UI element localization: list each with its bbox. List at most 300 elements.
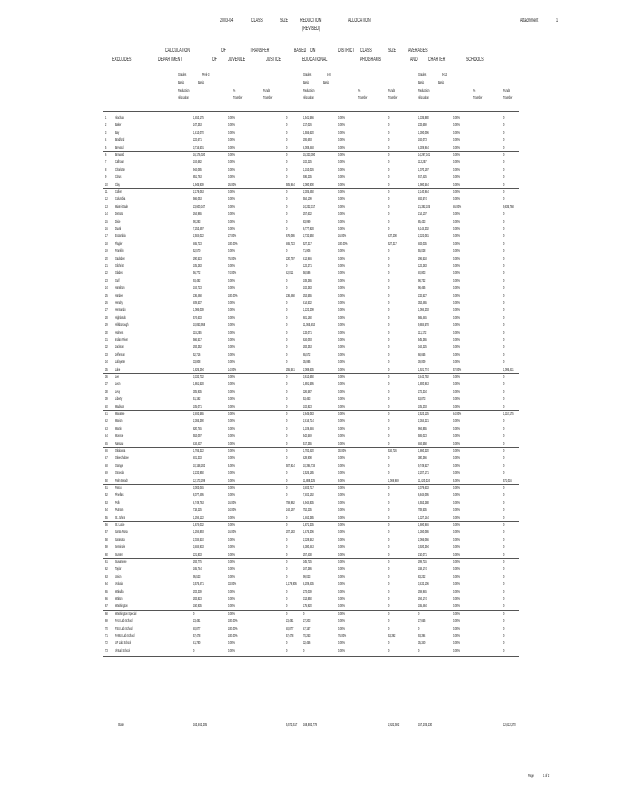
row-number: 31 [105, 337, 108, 342]
cell-value: 0 [286, 381, 288, 387]
table-row [103, 211, 519, 218]
cell-value: 2,305,450 [303, 189, 314, 194]
district-name: Brevard [115, 144, 124, 150]
row-number: 10 [105, 181, 108, 187]
cell-value: 0 [388, 603, 390, 609]
row-number: 21 [105, 263, 108, 268]
cell-value: 2,492,565 [193, 411, 204, 416]
row-number: 11 [105, 189, 108, 194]
cell-value: 6,144,302 [418, 226, 429, 231]
cell-value: 0 [503, 522, 505, 527]
line3-word: CHARTER [428, 57, 446, 63]
group-header-sub: Prek-3 [202, 72, 210, 77]
cell-value: 0.00% [228, 137, 235, 143]
cell-value: 0 [388, 263, 390, 268]
district-name: Polk [115, 499, 120, 505]
row-number: 19 [105, 248, 108, 254]
cell-value: 98,732 [418, 277, 426, 283]
cell-value: 0 [503, 351, 505, 357]
cell-value: 0.00% [338, 647, 345, 653]
cell-value: 0 [286, 203, 288, 209]
cell-value: 0 [503, 270, 505, 276]
cell-value: 2,732,550 [303, 233, 314, 239]
cell-value: 102,383 [303, 285, 312, 291]
cell-value: 12,173,299 [193, 477, 206, 483]
cell-value: 0 [193, 647, 195, 653]
cell-value: 57,478 [193, 633, 201, 638]
cell-value: 293,775 [193, 559, 202, 564]
table-row [103, 270, 519, 277]
cell-value: 0 [388, 507, 390, 513]
cell-value: 0.00% [453, 181, 460, 187]
cell-value: 0 [503, 344, 505, 350]
cell-value: 0 [388, 277, 390, 283]
cell-value: 0.00% [338, 129, 345, 135]
cell-value: 1,980,544 [418, 181, 429, 187]
cell-value: 46.00% [453, 203, 462, 209]
row-number: 37 [105, 381, 108, 387]
row-number: 17 [105, 233, 108, 239]
cell-value: 0.00% [338, 381, 345, 387]
cell-value: 566,517 [193, 337, 202, 342]
cell-value: 0.00% [453, 233, 460, 239]
cell-value: 344,225 [418, 344, 427, 350]
cell-value: 0 [286, 344, 288, 350]
cell-value: 0.00% [338, 226, 345, 231]
cell-value: 1,413,070 [193, 129, 204, 135]
cell-value: 0.00% [228, 122, 235, 128]
cell-value: 0 [503, 196, 505, 202]
cell-value: 0.00% [338, 255, 345, 261]
table-row [103, 226, 519, 233]
cell-value: 0.00% [453, 255, 460, 261]
cell-value: 0.00% [338, 307, 345, 313]
cell-value: 0 [503, 277, 505, 283]
cell-value: 0 [418, 625, 420, 631]
cell-value: 0 [286, 514, 288, 520]
cell-value: 293,352 [193, 344, 202, 350]
cell-value: 35,985 [303, 359, 311, 365]
table-row [103, 130, 519, 137]
cell-value: 0 [503, 514, 505, 520]
cell-value: 0.00% [228, 329, 235, 335]
table-row [103, 492, 519, 499]
cell-value: 517,355 [303, 440, 312, 446]
cell-value: 1,860,320 [418, 448, 429, 453]
cell-value: 0 [503, 226, 505, 231]
table-row [103, 589, 519, 596]
cell-value: 0.00% [228, 588, 235, 594]
cell-value: 2,364,221 [418, 418, 429, 424]
line3-word: EDUCATIONAL [302, 57, 328, 63]
cell-value: 41,780 [193, 640, 201, 646]
cell-value: 76.00% [228, 255, 237, 261]
cell-value: 5.00% [228, 462, 235, 468]
cell-value: 2,080,900 [303, 181, 314, 187]
district-name: UF Lab School [115, 640, 131, 646]
district-name: Osceola [115, 470, 124, 476]
cell-value: 0.00% [453, 388, 460, 394]
row-number: 41 [105, 411, 108, 416]
cell-value: 0 [503, 374, 505, 379]
cell-value: 414,532 [303, 300, 312, 305]
district-name: Santa Rosa [115, 529, 128, 535]
cell-value: 0.00% [338, 218, 345, 224]
cell-value: 0 [286, 418, 288, 424]
cell-value: 676,086 [286, 233, 295, 239]
cell-value: 0.00% [338, 285, 345, 291]
cell-value: 0.00% [338, 588, 345, 594]
cell-value: 100.00% [228, 618, 238, 624]
cell-value: 27,655 [418, 618, 426, 624]
cell-value: 0 [286, 477, 288, 483]
cell-value: 0 [503, 166, 505, 172]
cell-value: 0.00% [453, 440, 460, 446]
row-number: 71 [105, 633, 108, 638]
cell-value: 1,541,566 [303, 115, 314, 120]
cell-value: 0.00% [338, 189, 345, 194]
cell-value: 0 [503, 322, 505, 328]
cell-value: 0.00% [228, 485, 235, 490]
cell-value: 0.00% [338, 551, 345, 557]
cell-value: 68,655 [418, 351, 426, 357]
cell-value: 232,527 [418, 292, 427, 298]
cell-value: 0 [388, 159, 390, 165]
cell-value: 0.00% [453, 403, 460, 409]
group-header-c2: Allocation [178, 95, 189, 100]
cell-value: 1,871,335 [303, 522, 314, 527]
table-row [103, 626, 519, 633]
table-row [103, 574, 519, 581]
cell-value: 0.00% [453, 536, 460, 542]
cell-value: 0 [286, 263, 288, 268]
cell-value: 1,095,411 [503, 366, 514, 372]
cell-value: 0.00% [453, 381, 460, 387]
cell-value: 0.00% [228, 433, 235, 439]
cell-value: 0 [286, 566, 288, 572]
cell-value: 0 [388, 411, 390, 416]
cell-value: 0.00% [228, 425, 235, 431]
cell-value: 507,914 [286, 462, 295, 468]
cell-value: 0 [286, 374, 288, 379]
table-row [103, 233, 519, 240]
cell-value: 105,283 [193, 263, 202, 268]
cell-value: 0.00% [228, 573, 235, 579]
row-number: 67 [105, 603, 108, 609]
cell-value: 0 [503, 122, 505, 128]
cell-value: 0.00% [228, 640, 235, 646]
district-name: FAU Lab School [115, 618, 133, 624]
attachment-label: Attachment [520, 18, 539, 24]
cell-value: 0 [286, 603, 288, 609]
table-row [103, 322, 519, 329]
cell-value: 100.00% [228, 292, 238, 298]
cell-value: 0.00% [228, 470, 235, 476]
group-header-label: Grades [178, 72, 187, 77]
cell-value: 1,094,203 [418, 307, 429, 313]
cell-value: 3,079,633 [418, 485, 429, 490]
cell-value: 0.00% [338, 152, 345, 157]
row-number: 23 [105, 277, 108, 283]
cell-value: 23,481 [193, 618, 201, 624]
table-row [103, 344, 519, 351]
cell-value: 401,333 [193, 455, 202, 461]
cell-value: 0 [418, 647, 420, 653]
district-name: Bradford [115, 137, 125, 143]
cell-value: 0 [503, 218, 505, 224]
cell-value: 259,945 [418, 588, 427, 594]
cell-value: 296,518 [418, 255, 427, 261]
cell-value: 0 [388, 374, 390, 379]
cell-value: 0.00% [228, 477, 235, 483]
cell-value: 0 [388, 174, 390, 180]
cell-value: 0.00% [338, 396, 345, 402]
cell-value: 0.00% [453, 300, 460, 305]
cell-value: 1,153,026 [303, 166, 314, 172]
cell-value: 0.00% [228, 152, 235, 157]
cell-value: 1,327,144 [418, 514, 429, 520]
cell-value: 14.00% [228, 366, 237, 372]
cell-value: 1,335,880 [418, 115, 429, 120]
cell-value: 4,209,435 [303, 581, 314, 587]
cell-value: 465,723 [193, 240, 202, 246]
cell-value: 11,065,453 [303, 322, 315, 328]
cell-value: 0 [503, 115, 505, 120]
table-row [103, 285, 519, 292]
cell-value: 0 [503, 381, 505, 387]
cell-value: 0.00% [228, 455, 235, 461]
cell-value: 0 [286, 329, 288, 335]
district-name: Highlands [115, 314, 126, 320]
district-name: Alachua [115, 115, 124, 120]
cell-value: 0 [503, 337, 505, 342]
cell-value: 100.00% [228, 633, 238, 638]
row-number: 54 [105, 507, 108, 513]
cell-value: 0.00% [453, 603, 460, 609]
table-row [103, 204, 519, 211]
district-name: Union [115, 573, 122, 579]
cell-value: 0 [286, 403, 288, 409]
cell-value: 0 [503, 129, 505, 135]
cell-value: 0 [388, 218, 390, 224]
cell-value: 0 [503, 300, 505, 305]
cell-value: 0 [503, 240, 505, 246]
cell-value: 65,572 [303, 351, 311, 357]
table-row [103, 566, 519, 573]
table-top-rule [103, 111, 519, 112]
cell-value: 40,877 [193, 625, 201, 631]
cell-value: 0 [503, 425, 505, 431]
totals-label: State [118, 722, 124, 727]
cell-value: 0 [388, 366, 390, 372]
cell-value: 175,920 [303, 603, 312, 609]
cell-value: 0 [388, 270, 390, 276]
cell-value: 0 [503, 418, 505, 424]
cell-value: 0 [503, 285, 505, 291]
cell-value: 0 [388, 388, 390, 394]
cell-value: 0.00% [338, 359, 345, 365]
cell-value: 105,203 [418, 403, 427, 409]
group-header-sub: 9-12 [442, 72, 448, 77]
cell-value: 0 [286, 559, 288, 564]
cell-value: 55,028 [418, 248, 426, 254]
row-number: 63 [105, 573, 108, 579]
table-row [103, 337, 519, 344]
cell-value: 0 [388, 581, 390, 587]
cell-value: 299,715 [418, 559, 427, 564]
district-name: Calhoun [115, 159, 124, 165]
cell-value: 0 [286, 277, 288, 283]
table-row [103, 300, 519, 307]
row-number: 33 [105, 351, 108, 357]
cell-value: 2,322,081 [418, 233, 429, 239]
table-row [103, 470, 519, 477]
cell-value: 0.00% [228, 226, 235, 231]
cell-value: 1,360,086 [418, 529, 429, 535]
district-name: Madison [115, 403, 125, 409]
cell-value: 0.00% [453, 166, 460, 172]
cell-value: 0 [388, 248, 390, 254]
cell-value: 0.00% [228, 196, 235, 202]
title-word-reduction: REDUCTION [300, 18, 322, 24]
row-number: 40 [105, 403, 108, 409]
cell-value: 527,317 [388, 240, 397, 246]
cell-value: 0 [388, 300, 390, 305]
cell-value: 207,183 [286, 529, 295, 535]
district-name: Gulf [115, 277, 120, 283]
cell-value: 0 [286, 152, 288, 157]
district-name: Miami-Dade [115, 203, 129, 209]
cell-value: 0.00% [453, 115, 460, 120]
cell-value: 122,283 [418, 263, 427, 268]
group-header-b: Basic [438, 80, 445, 85]
row-number: 34 [105, 359, 108, 365]
cell-value: 0.00% [338, 351, 345, 357]
cell-value: 0 [503, 248, 505, 254]
cell-value: 0 [286, 248, 288, 254]
cell-value: 0 [388, 359, 390, 365]
cell-value: 0.00% [228, 603, 235, 609]
district-name: Volusia [115, 581, 123, 587]
cell-value: 9,884,578 [418, 322, 429, 328]
cell-value: 4,008,448 [303, 144, 314, 150]
cell-value: 0 [286, 226, 288, 231]
row-number: 9 [105, 174, 107, 180]
cell-value: 0 [503, 440, 505, 446]
cell-value: 53,463 [303, 396, 311, 402]
district-name: Citrus [115, 174, 122, 180]
cell-value: 0.00% [228, 159, 235, 165]
group-header-d: % [473, 88, 476, 93]
cell-value: 0.00% [453, 263, 460, 268]
district-name: Escambia [115, 233, 126, 239]
row-number: 68 [105, 610, 108, 616]
row-number: 66 [105, 596, 108, 601]
cell-value: 944,085 [193, 166, 202, 172]
cell-value: 0 [388, 181, 390, 187]
cell-value: 2,523,125 [418, 411, 429, 416]
group-header-d2: Transfer [473, 95, 483, 100]
cell-value: 0.00% [453, 307, 460, 313]
cell-value: 33.00% [228, 581, 237, 587]
cell-value: 0 [503, 485, 505, 490]
cell-value: 0.00% [453, 218, 460, 224]
cell-value: 1,069,949 [388, 477, 399, 483]
cell-value: 0 [503, 307, 505, 313]
table-row [103, 537, 519, 544]
cell-value: 1,390,096 [418, 129, 429, 135]
cell-value: 0.00% [338, 625, 345, 631]
cell-value: 93,482 [193, 277, 201, 283]
cell-value: 0 [286, 285, 288, 291]
cell-value: 0.00% [338, 603, 345, 609]
district-name: Duval [115, 226, 122, 231]
cell-value: 42,011 [286, 270, 294, 276]
cell-value: 0 [286, 174, 288, 180]
cell-value: 40,877 [286, 625, 294, 631]
cell-value: 1,555,620 [303, 129, 314, 135]
cell-value: 220,797 [286, 255, 295, 261]
cell-value: 0.00% [228, 211, 235, 217]
cell-value: 58,586 [303, 270, 311, 276]
cell-value: 0 [286, 596, 288, 601]
cell-value: 0.00% [453, 433, 460, 439]
cell-value: 0.00% [228, 522, 235, 527]
cell-value: 27.00% [228, 233, 237, 239]
cell-value: 4,380,443 [303, 544, 314, 550]
group-header-d2: Transfer [358, 95, 368, 100]
district-name: Orange [115, 462, 124, 468]
cell-value: 0 [286, 522, 288, 527]
cell-value: 192,073 [418, 137, 427, 143]
cell-value: 0.00% [453, 226, 460, 231]
district-name: Dixie [115, 218, 121, 224]
cell-value: 0.00% [228, 248, 235, 254]
table-row [103, 137, 519, 144]
cell-value: 0 [503, 462, 505, 468]
table-row [103, 544, 519, 551]
cell-value: 0 [388, 440, 390, 446]
cell-value: 0.00% [228, 174, 235, 180]
cell-value: 0.00% [228, 536, 235, 542]
cell-value: 0.00% [228, 381, 235, 387]
cell-value: 283,353 [303, 344, 312, 350]
cell-value: 0 [286, 411, 288, 416]
cell-value: 3,332,732 [193, 374, 204, 379]
cell-value: 0.00% [453, 359, 460, 365]
cell-value: 0 [503, 159, 505, 165]
cell-value: 353,465 [418, 300, 427, 305]
cell-value: 0.00% [453, 374, 460, 379]
cell-value: 0.00% [338, 248, 345, 254]
cell-value: 16.00% [338, 233, 347, 239]
table-row [103, 196, 519, 203]
row-number: 36 [105, 374, 108, 379]
cell-value: 0 [286, 536, 288, 542]
table-row [103, 418, 519, 425]
cell-value: 115,255 [193, 329, 202, 335]
cell-value: 222,671 [193, 137, 202, 143]
cell-value: 0.00% [228, 314, 235, 320]
cell-value: 3,920,394 [418, 544, 429, 550]
cell-value: 0.00% [453, 129, 460, 135]
cell-value: 1,179,905 [286, 581, 297, 587]
cell-value: 0.00% [453, 455, 460, 461]
cell-value: 0.00% [228, 559, 235, 564]
cell-value: 0.00% [453, 137, 460, 143]
cell-value: 0.00% [228, 440, 235, 446]
cell-value: 0.00% [228, 374, 235, 379]
